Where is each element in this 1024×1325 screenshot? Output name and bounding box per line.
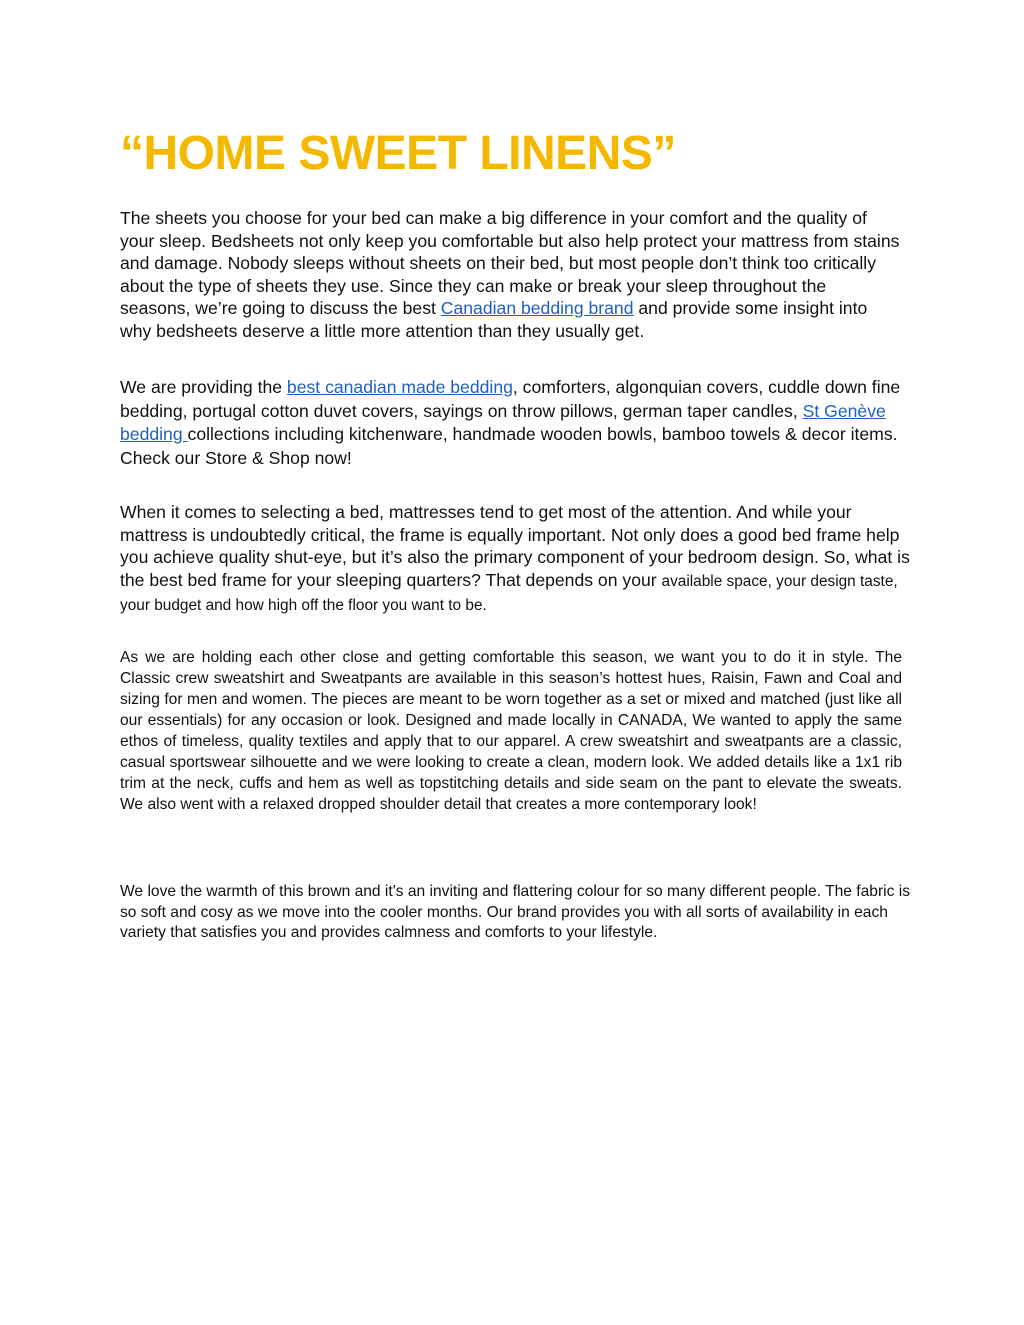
- bed-frame-paragraph: [120, 501, 910, 618]
- intro-text-end: and provide some insight into why bedsheets deserve a little more attention than they usually get.: [120, 298, 868, 341]
- page-title: “HOME SWEET LINENS”: [120, 127, 676, 180]
- intro-text-start: The sheets you choose for your bed can make a big difference in your comfort and the quality of your sleep. Bedsheets not only keep you comfortable but also help protect your mattress from stains and damage. Nobody sleeps without sheets on their bed, but most people don’t think too critically about the type of sheets they use. Since they can make or break your sleep throughout the seasons, we’re going to discuss the best: [120, 208, 900, 318]
- apparel-paragraph: As we are holding each other close and getting comfortable this season, we want you to do it in style. The Classic crew sweatshirt and Sweatpants are available in this season’s hottest hues, Raisin, Fawn and Coal and sizing for men and women. The pieces are meant to be worn together as a set or mixed and matched (just like all our essentials) for any occasion or look. Designed and made locally in CANADA, We wanted to apply the same ethos of timeless, quality textiles and apply that to our apparel. A crew sweatshirt and sweatpants are a classic, casual sportswear silhouette and we were looking to create a clean, modern look. We added details like a 1x1 rib trim at the neck, cuffs and hem as well as topstitching details and side seam on the pant to elevate the sweats. We also went with a relaxed dropped shoulder detail that creates a more contemporary look!: [120, 649, 902, 813]
- products-text-2: , comforters, algonquian covers, cuddle down fine bedding, portugal cotton duvet covers, sayings on throw pillows, german taper candles,: [120, 377, 901, 421]
- intro-paragraph: [120, 207, 900, 342]
- bed-frame-text-small: available space, your design taste, your budget and how high off the floor you want to be.: [120, 572, 898, 614]
- brown-colour-paragraph: We love the warmth of this brown and it's an inviting and flattering colour for so many different people. The fabric is so soft and cosy as we move into the cooler months. Our brand provides you with all sorts of availability in each variety that satisfies you and provides calmness and comforts to your lifestyle.: [120, 883, 911, 941]
- best-canadian-made-bedding-link[interactable]: best canadian made bedding: [286, 377, 513, 397]
- canadian-bedding-brand-link[interactable]: Canadian bedding brand: [440, 298, 634, 318]
- products-text-1: We are providing the: [120, 377, 287, 397]
- bed-frame-text: When it comes to selecting a bed, mattresses tend to get most of the attention. And while your mattress is undoubtedly critical, the frame is equally important. Not only does a good bed frame help you achieve quality shut-eye, but it’s also the primary component of your bedroom design. So, what is the best bed frame for your sleeping quarters? That depends on your: [120, 502, 910, 590]
- st-geneve-bedding-link[interactable]: St Genève bedding: [120, 400, 886, 444]
- products-text-3: collections including kitchenware, handmade wooden bowls, bamboo towels & decor items. Check our Store & Shop now!: [120, 424, 898, 468]
- products-paragraph: [120, 376, 910, 470]
